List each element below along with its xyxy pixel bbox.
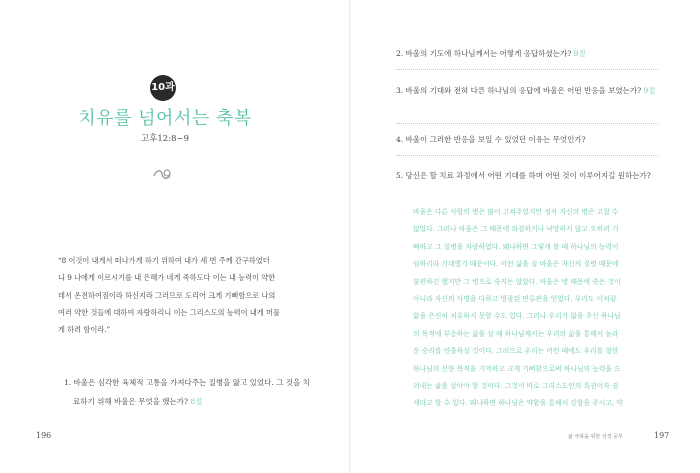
scripture-quote (58, 252, 306, 338)
question-text: 2. 바울의 기도에 하나님께서는 어떻게 응답하셨는가? (396, 49, 572, 58)
page-gutter (349, 0, 351, 473)
divider (396, 155, 658, 156)
answer-line: 없었다. 그러나 바울은 그 때문에 좌절하거나 낙망하지 않고 오히려 기 (413, 225, 619, 234)
verse-ref: 9절 (643, 86, 656, 95)
question-3 (396, 81, 667, 100)
question-text: 1. 바울은 심각한 육체적 고통을 가져다주는 질병을 앓고 있었다. 그 것을 치료하기 위해 바울은 무엇을 했는가? (64, 378, 310, 406)
answer-line: 세라고 할 수 있다. 왜냐하면 하나님은 약함을 통해서 강함을 주시고, 약 (413, 399, 623, 408)
question-text: 3. 바울의 기대와 전혀 다른 하나님의 응답에 바울은 어떤 반응을 보였는가? (396, 86, 642, 95)
question-text: 5. 당신은 할 치료 과정에서 어떤 기대를 하며 어떤 것이 이루어지길 원하는가? (396, 171, 651, 180)
answer-line: 아니라 자신의 사명을 다하고 영광된 면류관을 얻었다. 우리도 이처럼 (413, 295, 617, 304)
quote-line: 여러 약한 것들에 대하여 자랑하리니 이는 그리스도의 능력이 내게 머물 (58, 307, 280, 317)
answer-line: 뻐하고 그 질병을 자랑하였다. 왜냐하면 그렇게 할 때 하나님의 능력이 (413, 242, 619, 251)
answer-line: 불편하긴 했지만 그 병으로 죽지는 않았다. 바울은 병 때문에 죽은 것이 (413, 277, 621, 286)
divider (396, 69, 658, 70)
quote-line: 게 하려 함이라.” (58, 325, 111, 335)
answer-line: 하나님의 선한 목적을 기억하고 크게 기뻐함으로써 하나님의 능력을 드 (413, 364, 621, 373)
question-4 (396, 130, 667, 149)
question-2 (396, 44, 667, 63)
question-text: 4. 바울이 그러한 반응을 보일 수 있었던 이유는 무엇인가? (396, 135, 586, 144)
answer-line: 임하리라 기대했기 때문이다. 어떤 삶을 살 바울은 자신의 질병 때문에 (413, 260, 619, 269)
running-head: 삶 극복을 위한 성경 공부 (568, 434, 623, 440)
quote-line: “8 이것이 내게서 떠나가게 하기 위하여 내가 세 번 주께 간구하였더 (58, 256, 270, 265)
answer-line: 바울은 다른 사람의 병은 많이 고쳐주었지만 정작 자신의 병은 고칠 수 (413, 208, 619, 216)
answer-line: 러내는 삶을 살아야 할 것이다. 그것이 바로 그리스도인의 특권이자 권 (413, 382, 619, 391)
answer-line: 의 목적에 부응하는 삶을 살 때 하나님께서는 우리의 삶을 통해서 놀라 (413, 329, 619, 338)
lesson-title: 치유를 넘어서는 축복 (78, 108, 252, 129)
answer-line: 앓을 은진히 치유하지 못할 수도 있다. 그러나 우리가 앓을 주신 하나님 (413, 312, 621, 321)
divider (396, 123, 658, 124)
quote-line: 니 9 나에게 이르시기를 내 은혜가 네게 족하도다 이는 내 능력이 약한 (58, 273, 276, 283)
answer-line: 운 승리를 연출하실 것이다. 그러므로 우리는 어떤 때에도 우리를 향한 (413, 347, 619, 356)
page-number-left: 196 (36, 431, 52, 440)
page-number-right: 197 (654, 431, 670, 440)
verse-ref: 9절 (573, 49, 586, 58)
quote-line: 데서 온전하여짐이라 하신지라 그러므로 도리어 크게 기뻐함으로 나의 (58, 290, 276, 300)
lesson-number-badge: 10과 (150, 75, 176, 101)
ornament-icon (150, 166, 174, 184)
question-5 (396, 166, 667, 185)
verse-ref: 8절 (190, 397, 203, 406)
answer-text (413, 204, 661, 413)
scripture-reference: 고후12:8~9 (140, 134, 190, 144)
question-1 (64, 373, 317, 411)
